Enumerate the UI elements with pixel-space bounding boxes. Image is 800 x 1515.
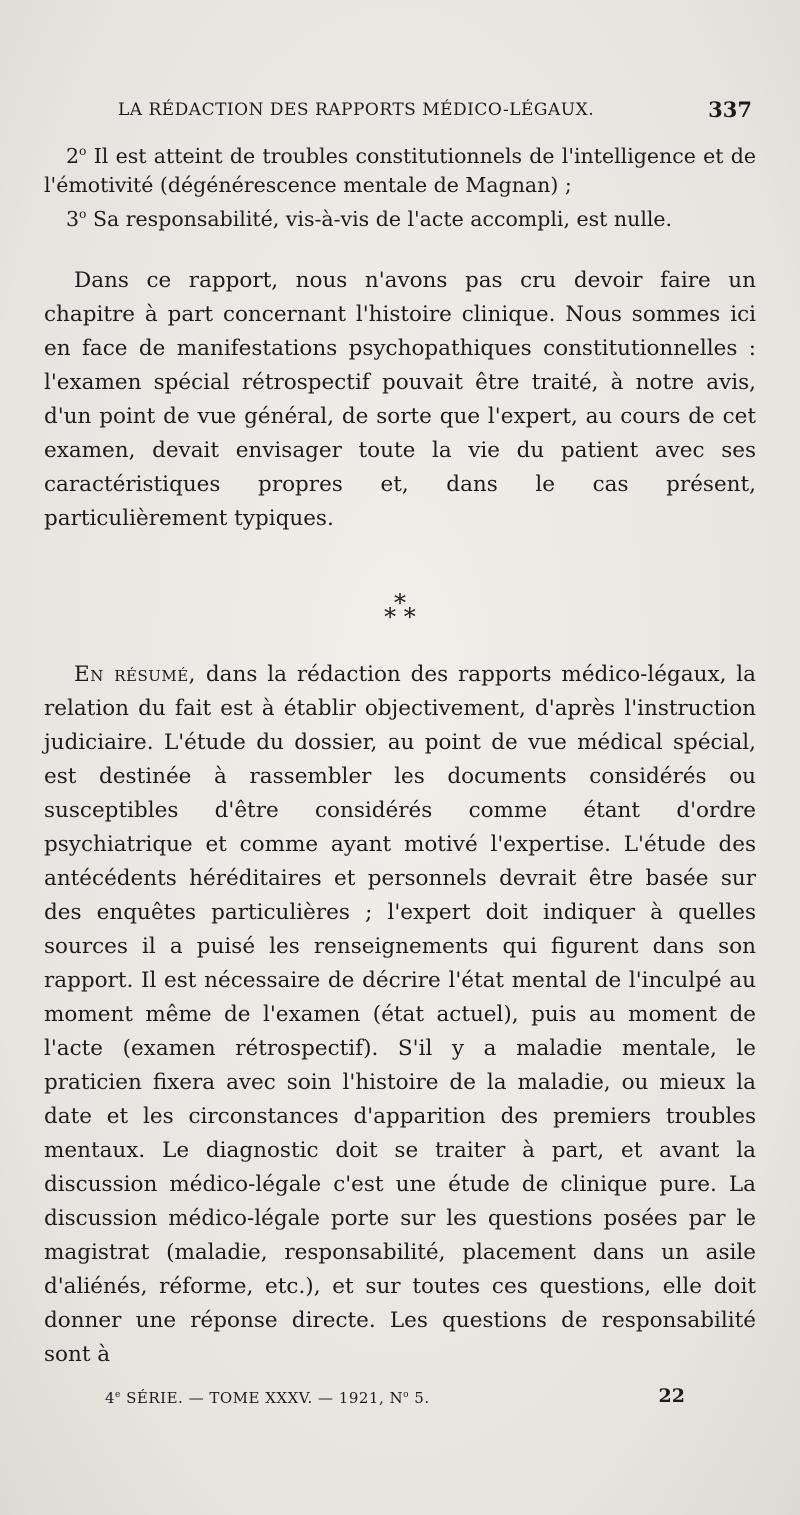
asterism-glyphs: * * * bbox=[384, 589, 416, 631]
summary-lead: En résumé, bbox=[74, 662, 197, 687]
conclusion-ordinal: 3 bbox=[66, 206, 80, 231]
footer-number: 5. bbox=[409, 1389, 430, 1407]
page-number: 337 bbox=[708, 97, 752, 122]
conclusion-item bbox=[44, 137, 756, 200]
running-header bbox=[118, 97, 758, 130]
footer-citation bbox=[105, 1389, 430, 1407]
footer-series: 4 bbox=[105, 1389, 116, 1407]
footer-number-suffix: o bbox=[403, 1390, 410, 1400]
paragraph-summary bbox=[44, 658, 756, 1372]
conclusions-list bbox=[44, 137, 756, 234]
conclusion-text: Sa responsabilité, vis-à-vis de l'acte accompli, est nulle. bbox=[86, 206, 673, 231]
ordinal-suffix: o bbox=[79, 206, 87, 221]
conclusion-text: Il est atteint de troubles constitutionnels de l'intelligence et de l'émotivité (dégénérescence mentale de Magnan) ; bbox=[44, 143, 756, 197]
conclusion-ordinal: 2 bbox=[66, 143, 80, 168]
running-title: LA RÉDACTION DES RAPPORTS MÉDICO-LÉGAUX. bbox=[118, 100, 595, 120]
conclusion-item bbox=[44, 200, 756, 234]
footer-series-suffix: e bbox=[115, 1390, 121, 1400]
paragraph-clinical-history: Dans ce rapport, nous n'avons pas cru devoir faire un chapitre à part concernant l'histoire clinique. Nous sommes ici en face de manifestations psychopathiques constitutionnelles : l'examen spécial rétrospectif pouvait être traité, à notre avis, d'un point de vue général, de sorte que l'expert, au cours de cet examen, devait envisager toute la vie du patient avec ses caractéristiques propres et, dans le cas présent, particulièrement typiques. bbox=[44, 268, 756, 531]
section-asterism bbox=[370, 589, 430, 636]
footer-volume: SÉRIE. — TOME XXXV. — 1921, N bbox=[120, 1389, 404, 1407]
page-footer bbox=[105, 1385, 705, 1419]
signature-mark: 22 bbox=[658, 1385, 685, 1407]
ordinal-suffix: o bbox=[79, 144, 87, 158]
summary-text: dans la rédaction des rapports médico-légaux, la relation du fait est à établir objectivement, d'après l'instruction judiciaire. L'étude du dossier, au point de vue médical spécial, est destinée à rassembler les documents considérés ou susceptibles d'être considérés comme étant d'ordre psychiatrique et comme ayant motivé l'expertise. L'étude des antécédents héréditaires et personnels devrait être basée sur des enquêtes particulières ; l'expert doit indiquer à quelles sources il a puisé les renseignements qui figurent dans son rapport. Il est nécessaire de décrire l'état mental de l'inculpé au moment même de l'examen (état actuel), puis au moment de l'acte (examen rétrospectif). S'il y a maladie mentale, le praticien fixera avec soin l'histoire de la maladie, ou mieux la date et les circonstances d'apparition des premiers troubles mentaux. Le diagnostic doit se traiter à part, et avant la discussion médico-légale c'est une étude de clinique pure. La discussion médico-légale porte sur les questions posées par le magistrat (maladie, responsabilité, placement dans un asile d'aliénés, réforme, etc.), et sur toutes ces questions, elle doit donner une réponse directe. Les questions de responsabilité sont à bbox=[44, 662, 756, 1367]
